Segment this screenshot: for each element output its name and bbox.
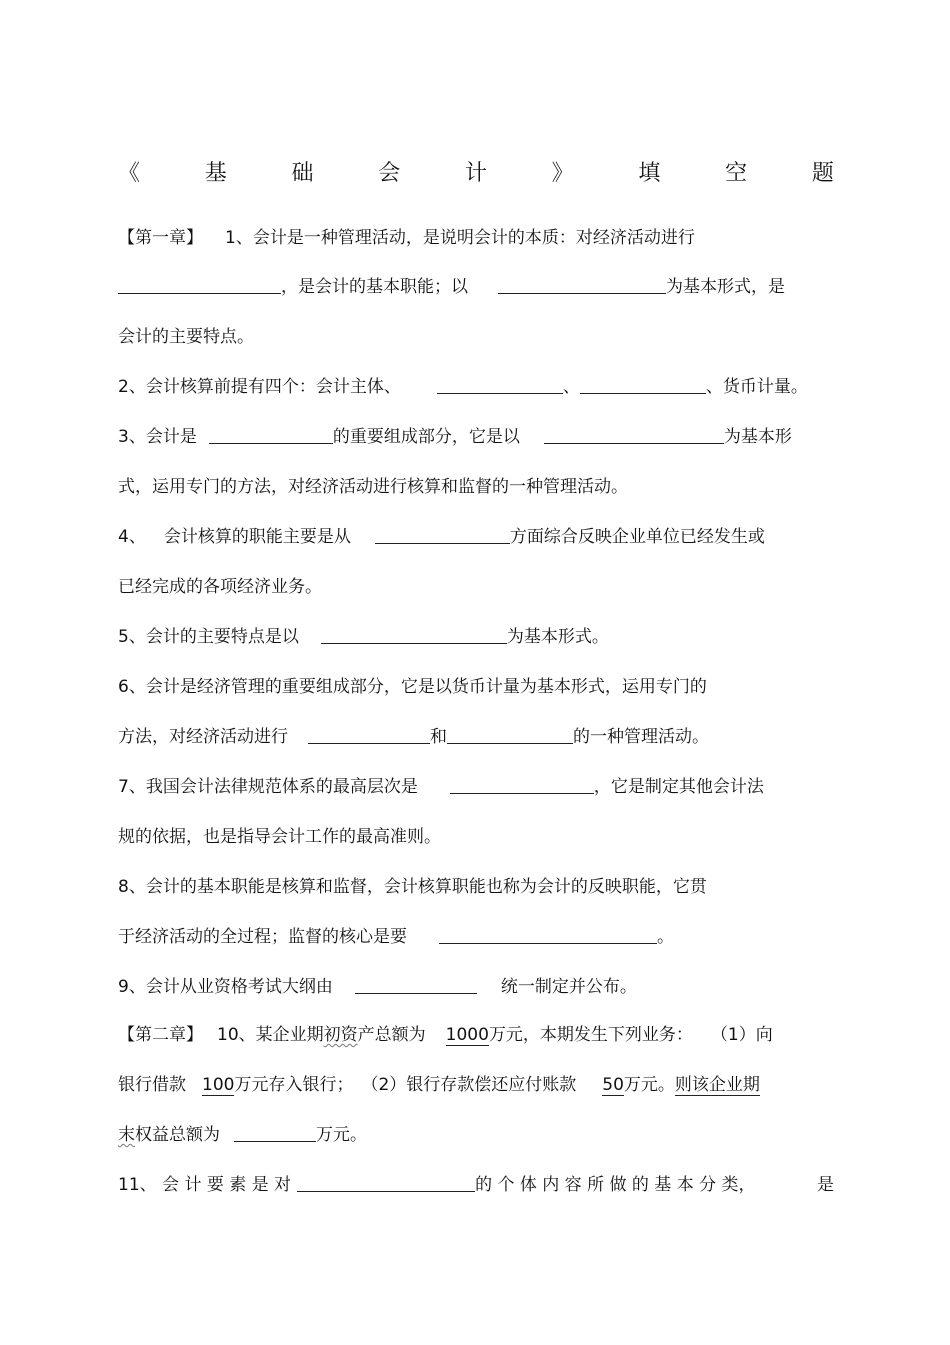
given-value: 100 <box>202 1075 235 1095</box>
question-line <box>118 624 609 650</box>
question-text: 4、 <box>118 527 146 547</box>
chapter-label: 【第一章】 <box>118 228 203 248</box>
question-line <box>118 1172 834 1198</box>
question-line <box>118 474 628 500</box>
question-line <box>118 524 765 550</box>
answer-blank[interactable] <box>209 425 333 444</box>
title-char: 题 <box>811 160 834 186</box>
document-title <box>118 155 834 187</box>
title-char: 空 <box>725 160 748 186</box>
question-text: 已经完成的各项经济业务。 <box>118 577 322 597</box>
title-char: 础 <box>291 160 314 186</box>
answer-blank[interactable] <box>118 275 281 294</box>
question-text: 方面综合反映企业单位已经发生或 <box>509 527 765 547</box>
question-text: 的 个 体 内 容 所 做 的 基 本 分 类， <box>475 1175 756 1195</box>
question-text: 的重要组成部分，它是以 <box>332 427 520 447</box>
question-text: 的一种管理活动。 <box>573 727 709 747</box>
question-text: 7、我国会计法律规范体系的最高层次是 <box>118 777 418 797</box>
answer-blank[interactable] <box>297 1173 475 1192</box>
question-text: 万元。 <box>623 1075 675 1095</box>
question-text: 产总额为 <box>357 1025 426 1045</box>
question-line <box>118 874 707 900</box>
question-text: 则该企业期 <box>674 1075 760 1095</box>
answer-blank[interactable] <box>450 775 594 794</box>
question-text: 1、会计是一种管理活动，是说明会计的本质：对经济活动进行 <box>225 228 695 248</box>
answer-blank[interactable] <box>375 525 510 544</box>
question-line <box>118 924 674 950</box>
question-line <box>118 824 441 850</box>
question-text: 方法，对经济活动进行 <box>118 727 288 747</box>
question-text: 9、会计从业资格考试大纲由 <box>118 977 333 997</box>
question-text: 5、会计的主要特点是以 <box>118 627 299 647</box>
question-text: 规的依据，也是指导会计工作的最高准则。 <box>118 827 441 847</box>
title-char: 会 <box>378 160 401 186</box>
question-text: 11、 会 计 要 素 是 对 <box>118 1175 292 1195</box>
question-text: 和 <box>430 727 447 747</box>
question-line <box>118 774 764 800</box>
question-text: 3、会计是 <box>118 427 197 447</box>
question-line <box>118 225 695 251</box>
question-text: （1）向 <box>710 1025 773 1045</box>
answer-blank[interactable] <box>234 1123 316 1142</box>
title-char: 计 <box>464 160 487 186</box>
answer-blank[interactable] <box>355 975 477 994</box>
question-line <box>118 574 322 600</box>
question-text: 万元。 <box>316 1125 367 1145</box>
answer-blank[interactable] <box>321 625 507 644</box>
question-text: 会计核算的职能主要是从 <box>163 527 351 547</box>
question-text: 8、会计的基本职能是核算和监督，会计核算职能也称为会计的反映职能，它贯 <box>118 877 707 897</box>
question-text: ，它是制定其他会计法 <box>593 777 764 797</box>
answer-blank[interactable] <box>439 925 657 944</box>
chapter-label: 【第二章】 <box>118 1025 203 1045</box>
question-text: 于经济活动的全过程；监督的核心是要 <box>118 927 407 947</box>
question-text: 。 <box>657 927 674 947</box>
given-value: 1000 <box>445 1025 489 1045</box>
question-text: 10、某企业期 <box>217 1025 324 1045</box>
question-text: 6、会计是经济管理的重要组成部分，它是以货币计量为基本形式，运用专门的 <box>118 677 707 697</box>
title-char: 》 <box>551 160 574 186</box>
question-line <box>118 724 709 750</box>
question-text: 、 <box>562 377 580 397</box>
question-line <box>118 674 707 700</box>
question-text: 万元，本期发生下列业务： <box>488 1025 693 1045</box>
question-text: ，是会计的基本职能；以 <box>281 277 468 297</box>
question-line <box>118 1122 367 1148</box>
question-text: 2、会计核算前提有四个：会计主体、 <box>118 377 401 397</box>
question-line <box>118 274 785 300</box>
question-text: 权益总额为 <box>135 1125 220 1145</box>
title-char: 基 <box>204 160 227 186</box>
question-text: 银行借款 <box>118 1075 186 1095</box>
question-text: 式，运用专门的方法，对经济活动进行核算和监督的一种管理活动。 <box>118 477 628 497</box>
question-text: 万元存入银行； <box>234 1075 354 1095</box>
question-text: （2）银行存款偿还应付账款 <box>361 1075 577 1095</box>
answer-blank[interactable] <box>447 725 573 744</box>
question-text: 为基本形 <box>723 427 792 447</box>
title-char: 填 <box>638 160 661 186</box>
question-text: 为基本形式，是 <box>666 277 785 297</box>
title-char: 《 <box>118 160 141 186</box>
question-line <box>118 324 254 350</box>
question-text: 初资 <box>323 1025 358 1045</box>
answer-blank[interactable] <box>498 275 666 294</box>
question-line <box>118 424 792 450</box>
question-line <box>118 374 808 400</box>
question-text: 会计的主要特点。 <box>118 327 254 347</box>
question-line <box>118 1072 760 1098</box>
question-text: 、货币计量。 <box>705 377 808 397</box>
question-text: 末 <box>118 1125 135 1145</box>
question-line <box>118 974 637 1000</box>
question-line <box>118 1022 773 1048</box>
answer-blank[interactable] <box>544 425 724 444</box>
answer-blank[interactable] <box>308 725 430 744</box>
question-text: 为基本形式。 <box>506 627 609 647</box>
answer-blank[interactable] <box>437 375 563 394</box>
question-text: 统一制定并公布。 <box>500 977 637 997</box>
question-text: 是 <box>817 1175 834 1195</box>
given-value: 50 <box>602 1075 624 1095</box>
answer-blank[interactable] <box>580 375 706 394</box>
